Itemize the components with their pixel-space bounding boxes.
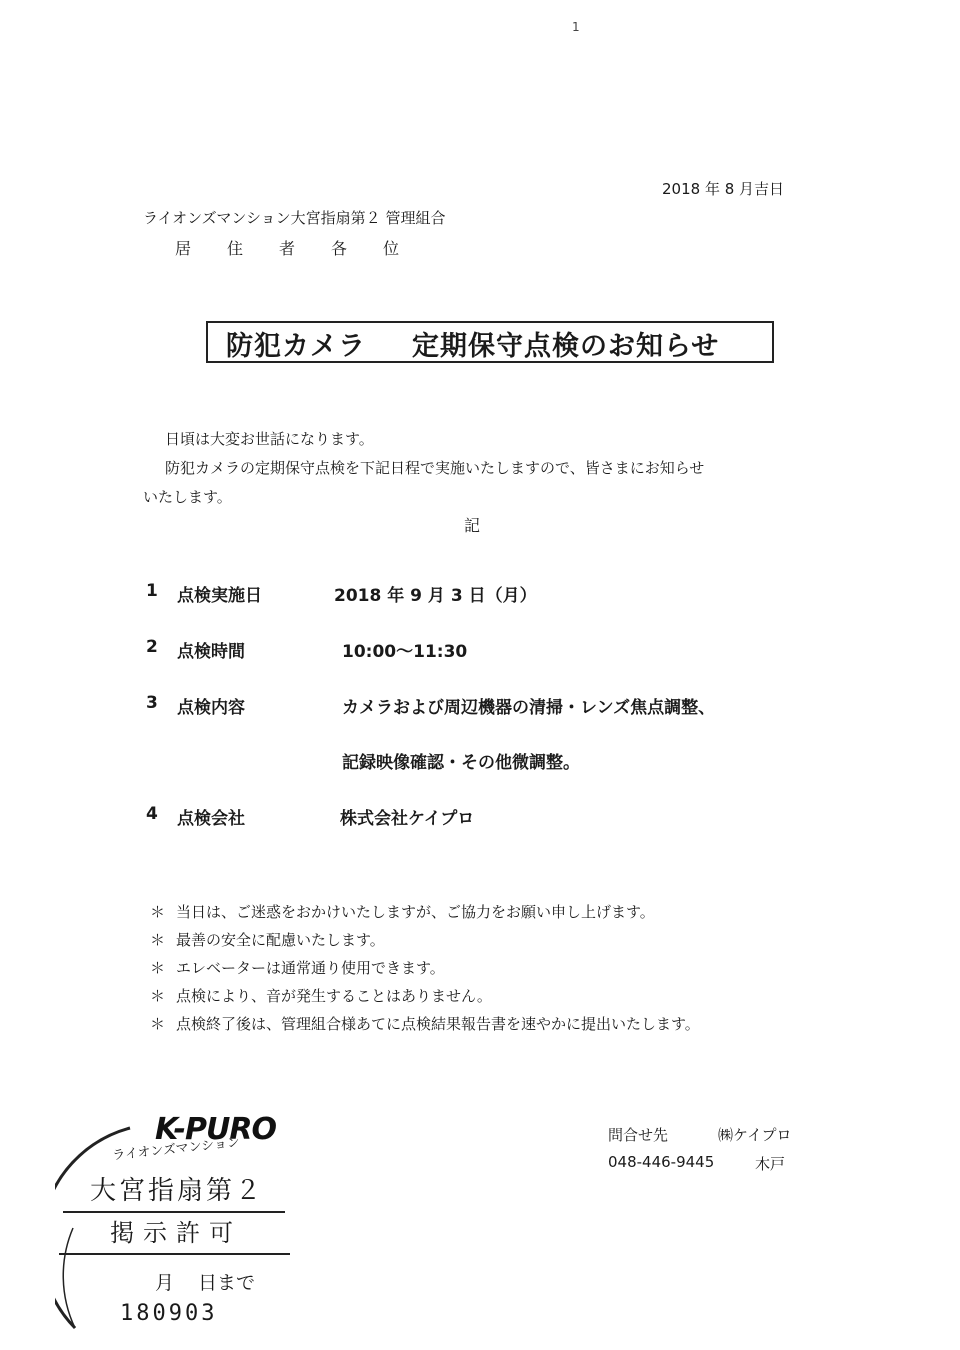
item-value-continued: 記録映像確認・その他微調整。 bbox=[342, 753, 580, 773]
contact-phone: 048-446-9445 bbox=[608, 1153, 715, 1171]
item-number: 3 bbox=[146, 693, 158, 713]
note-marker: ＊ bbox=[150, 959, 166, 977]
item-value: カメラおよび周辺機器の清掃・レンズ焦点調整、 bbox=[342, 698, 716, 718]
recipients: 居住者各位 bbox=[175, 239, 436, 258]
stamp-arc-text: ライオンズマンション bbox=[111, 1135, 241, 1164]
note-marker: ＊ bbox=[150, 931, 166, 949]
greeting-line2: 防犯カメラの定期保守点検を下記日程で実施いたしますので、皆さまにお知らせ bbox=[165, 459, 705, 477]
note-marker: ＊ bbox=[150, 903, 166, 921]
stamp-month: 月 bbox=[155, 1272, 175, 1294]
item-number: 2 bbox=[146, 637, 158, 657]
item-value: 2018 年 9 月 3 日（月） bbox=[334, 586, 537, 606]
item-value: 株式会社ケイプロ bbox=[340, 809, 475, 829]
item-value: 10:00～11:30 bbox=[342, 642, 468, 662]
stamp-logo: K-PURO bbox=[155, 1112, 276, 1147]
stamp-building: 大宮指扇第２ bbox=[90, 1176, 265, 1206]
stamp-until bbox=[155, 1268, 255, 1295]
item-number: 4 bbox=[146, 804, 158, 824]
note-item: ＊ エレベーターは通常通り使用できます。 bbox=[150, 959, 445, 977]
stamp-code: 180903 bbox=[120, 1301, 218, 1326]
item-label: 点検実施日 bbox=[177, 586, 262, 606]
contact-company: ㈱ケイプロ bbox=[718, 1126, 792, 1144]
greeting-line1: 日頃は大変お世話になります。 bbox=[165, 430, 374, 448]
note-item: ＊ 当日は、ご迷惑をおかけいたしますが、ご協力をお願い申し上げます。 bbox=[150, 903, 655, 921]
ki-heading: 記 bbox=[464, 516, 481, 535]
document-date: 2018 年 8 月吉日 bbox=[662, 180, 785, 198]
addressee: ライオンズマンション大宮指扇第２ 管理組合 bbox=[143, 209, 446, 227]
document-title bbox=[226, 324, 719, 363]
note-marker: ＊ bbox=[150, 987, 166, 1005]
greeting-line3: いたします。 bbox=[143, 488, 232, 506]
item-label: 点検時間 bbox=[177, 642, 245, 662]
note-item: ＊ 点検により、音が発生することはありません。 bbox=[150, 987, 492, 1005]
contact-label: 問合せ先 bbox=[608, 1126, 669, 1144]
note-marker: ＊ bbox=[150, 1015, 166, 1033]
title-part2: 定期保守点検のお知らせ bbox=[412, 331, 720, 362]
item-number: 1 bbox=[146, 581, 158, 601]
contact-person: 木戸 bbox=[755, 1155, 786, 1173]
title-part1: 防犯カメラ bbox=[226, 331, 366, 362]
item-label: 点検内容 bbox=[177, 698, 245, 718]
note-item: ＊ 最善の安全に配慮いたします。 bbox=[150, 931, 385, 949]
stamp-day: 日まで bbox=[198, 1272, 256, 1294]
note-item: ＊ 点検終了後は、管理組合様あてに点検結果報告書を速やかに提出いたします。 bbox=[150, 1015, 700, 1033]
item-label: 点検会社 bbox=[177, 809, 245, 829]
page-mark: 1 bbox=[572, 20, 580, 34]
stamp-permission: 掲示許可 bbox=[110, 1219, 242, 1247]
